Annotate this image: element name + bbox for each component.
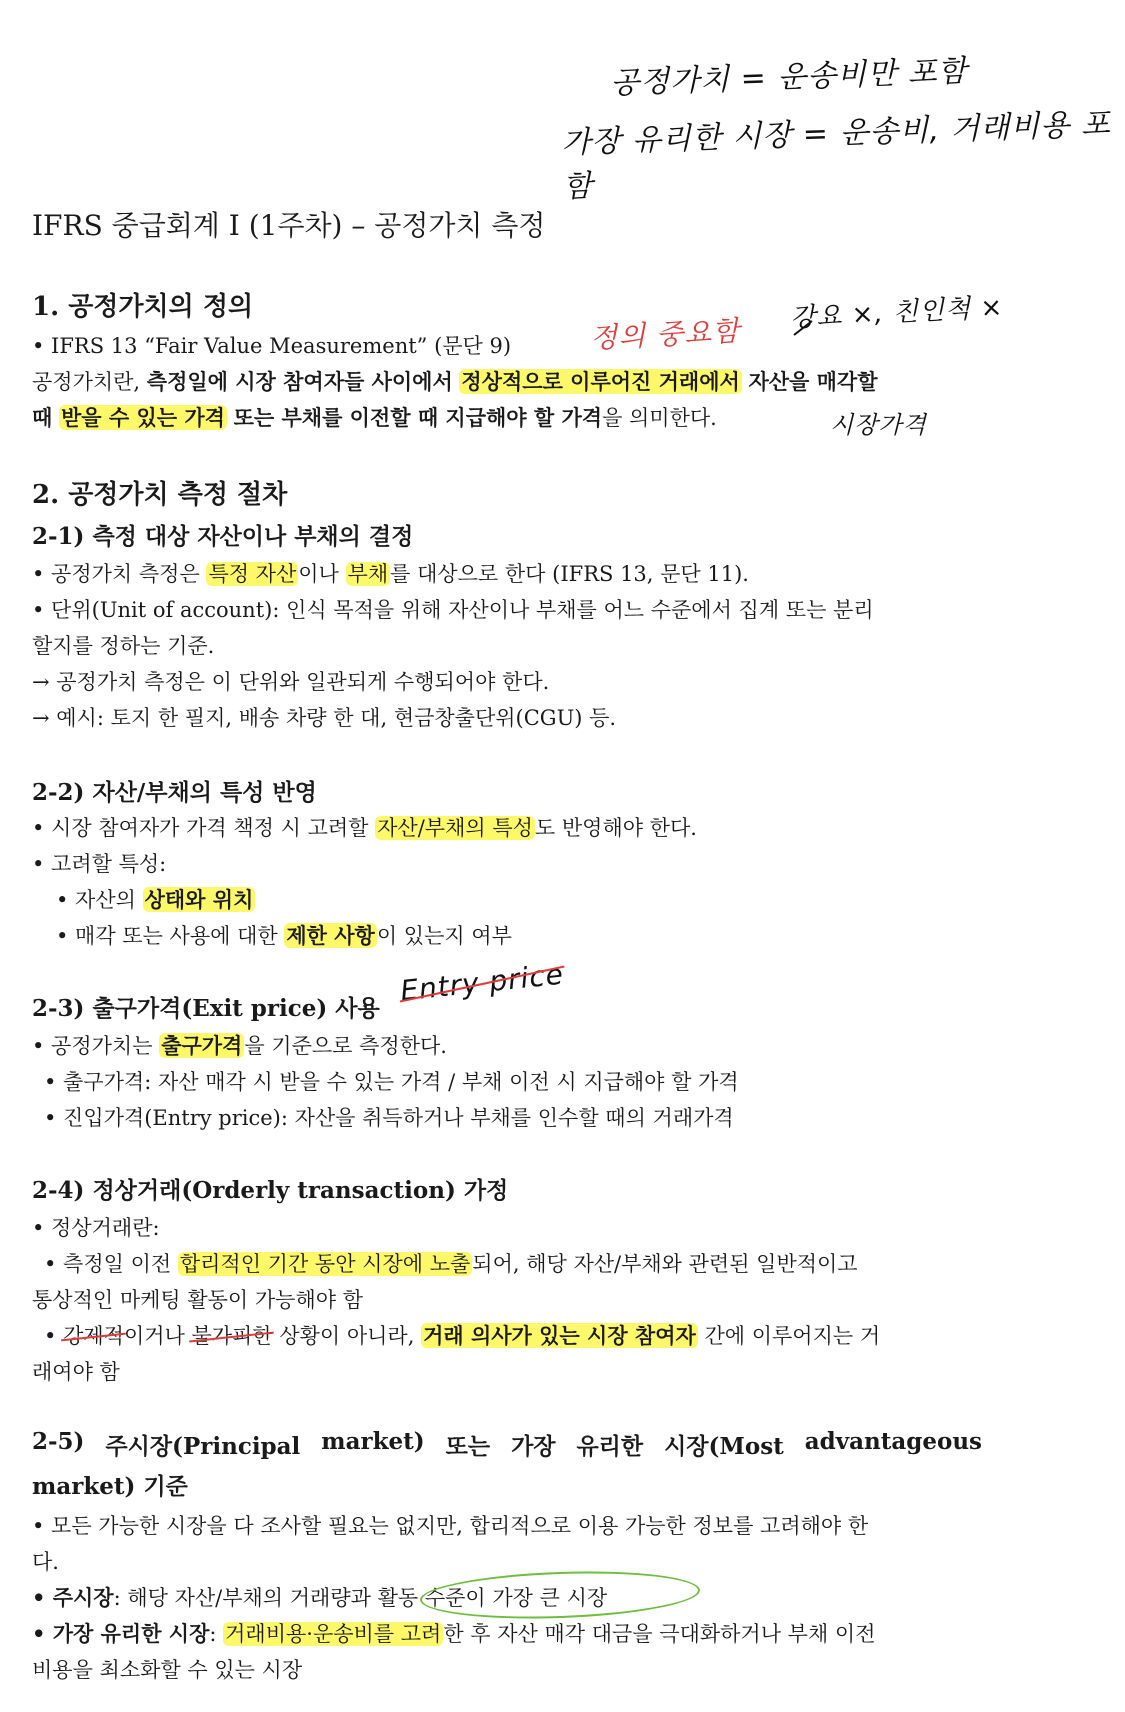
- highlight: 받을 수 있는 가격: [60, 405, 225, 430]
- subsection-2-1-line-1: [32, 558, 749, 588]
- subsection-2-4-line-4: [44, 1320, 880, 1350]
- highlight: 거래비용·운송비를 고려: [225, 1622, 442, 1646]
- text: • 자산의: [56, 888, 136, 912]
- subsection-2-5-line-5: 비용을 최소화할 수 있는 시장: [32, 1658, 303, 1682]
- text-bold: • 주시장: [32, 1585, 114, 1610]
- text: 공정가치란,: [32, 370, 141, 394]
- subsection-2-4-heading: 2-4) 정상거래(Orderly transaction) 가정: [32, 1177, 509, 1204]
- handwritten-note-advantageous-market: 가장 유리한 시장 = 운송비, 거래비용 포함: [560, 106, 1112, 205]
- subsection-2-5-line-2: 다.: [32, 1550, 59, 1574]
- page-title: IFRS 중급회계 I (1주차) – 공정가치 측정: [32, 209, 546, 242]
- subsection-2-3-heading: 2-3) 출구가격(Exit price) 사용: [32, 995, 380, 1022]
- subsection-2-5-line-4: [32, 1618, 876, 1648]
- text: 간에 이루어지는 거: [704, 1324, 881, 1348]
- text: 이 있는지 여부: [376, 924, 512, 948]
- highlight: 상태와 위치: [144, 887, 254, 912]
- heading-word: 유리한: [576, 1433, 644, 1460]
- text: 을 기준으로 측정한다.: [244, 1034, 447, 1058]
- subsection-2-4-line-1: • 정상거래란:: [32, 1216, 160, 1240]
- subsection-2-4-line-5: 래여야 함: [32, 1360, 120, 1384]
- subsection-2-2-line-2: • 고려할 특성:: [32, 852, 167, 876]
- heading-word: 가장: [511, 1433, 556, 1460]
- text: 을 의미한다.: [602, 406, 717, 430]
- subsection-2-5-heading-cont: market) 기준: [32, 1473, 188, 1500]
- highlight: 자산/부채의 특성: [377, 816, 533, 840]
- heading-word: 또는: [445, 1433, 491, 1460]
- heading-word: 시장(Most: [664, 1433, 784, 1460]
- section-1-heading: 1. 공정가치의 정의: [32, 292, 254, 322]
- handwritten-note-no-coercion: 강요 ×, 친인척 ×: [789, 292, 1004, 334]
- text: •: [44, 1324, 57, 1348]
- text: 도 반영해야 한다.: [534, 816, 697, 840]
- subsection-2-2-line-4: [56, 920, 512, 950]
- handwritten-entry-price: [399, 958, 566, 1008]
- text: • 공정가치 측정은: [32, 562, 200, 586]
- subsection-2-1-heading: 2-1) 측정 대상 자산이나 부채의 결정: [32, 523, 414, 550]
- section-2-heading: 2. 공정가치 측정 절차: [32, 480, 288, 510]
- handwritten-note-definition-important: 정의 중요함: [589, 314, 741, 355]
- subsection-2-4-line-3: 통상적인 마케팅 활동이 가능해야 함: [32, 1288, 363, 1312]
- text: • 매각 또는 사용에 대한: [56, 924, 278, 948]
- text-bold: • 가장 유리한 시장: [32, 1621, 210, 1646]
- text: • 공정가치는: [32, 1034, 153, 1058]
- highlight: 합리적인 기간 동안 시장에 노출: [179, 1252, 471, 1276]
- handwritten-circle: [419, 1567, 700, 1623]
- handwritten-note-fair-value: 공정가치 = 운송비만 포함: [609, 53, 969, 102]
- subsection-2-1-line-3: 할지를 정하는 기준.: [32, 634, 215, 658]
- text-bold: 측정일에 시장 참여자들 사이에서: [146, 369, 453, 394]
- strikethrough: 강제적: [63, 1324, 124, 1348]
- text: 되어, 해당 자산/부채와 관련된 일반적이고: [472, 1252, 858, 1276]
- subsection-2-3-line-1: [32, 1030, 447, 1060]
- text: • 측정일 이전: [44, 1252, 172, 1276]
- subsection-2-4-line-2: [44, 1248, 858, 1278]
- subsection-2-5-line-1: • 모든 가능한 시장을 다 조사할 필요는 없지만, 합리적으로 이용 가능한 정보를 고려해야 한: [32, 1514, 869, 1538]
- highlight: 특정 자산: [208, 562, 297, 586]
- highlight: 출구가격: [161, 1033, 243, 1058]
- text: • 시장 참여자가 가격 책정 시 고려할: [32, 816, 369, 840]
- text-bold: 또는 부채를 이전할 때 지급해야 할 가격: [233, 405, 603, 430]
- section-1-paragraph-line-2: [32, 402, 717, 432]
- highlight: 부채: [347, 562, 389, 586]
- subsection-2-5-heading: [32, 1428, 982, 1461]
- subsection-2-2-heading: 2-2) 자산/부채의 특성 반영: [32, 779, 317, 806]
- highlight: 거래 의사가 있는 시장 참여자: [423, 1323, 696, 1348]
- strikethrough: Entry price: [398, 957, 566, 1008]
- highlight: 정상적으로 이루어진 거래에서: [461, 369, 740, 394]
- text: 이나: [298, 562, 339, 586]
- text-bold: 때: [32, 405, 53, 430]
- heading-word: 주시장(Principal: [105, 1433, 301, 1460]
- text: 한 후 자산 매각 대금을 극대화하거나 부채 이전: [443, 1622, 876, 1646]
- section-1-bullet: • IFRS 13 “Fair Value Measurement” (문단 9): [32, 334, 512, 358]
- text: : 해당 자산/부채의 거래량과: [113, 1586, 371, 1610]
- text: :: [209, 1622, 217, 1646]
- text: 를 대상으로 한다 (IFRS 13, 문단 11).: [390, 562, 749, 586]
- subsection-2-3-line-3: • 진입가격(Entry price): 자산을 취득하거나 부채를 인수할 때의 거래가격: [44, 1106, 734, 1130]
- heading-word: advantageous: [804, 1428, 982, 1455]
- text: 이거나: [123, 1324, 185, 1348]
- subsection-2-1-line-2: • 단위(Unit of account): 인식 목적을 위해 자산이나 부채를 어느 수준에서 집계 또는 분리: [32, 598, 874, 622]
- text-bold: 자산을 매각할: [748, 369, 878, 394]
- subsection-2-2-line-3: [56, 884, 255, 914]
- highlight: 제한 사항: [286, 923, 375, 948]
- handwritten-note-market-price: 시장가격: [830, 411, 927, 439]
- heading-word: market): [321, 1428, 425, 1455]
- subsection-2-2-line-1: [32, 812, 697, 842]
- circled-text: 활동 수준이 가장 큰 시장: [377, 1586, 608, 1610]
- subsection-2-3-line-2: • 출구가격: 자산 매각 시 받을 수 있는 가격 / 부채 이전 시 지급해야 할 가격: [44, 1070, 739, 1094]
- strikethrough: 불가피한: [191, 1324, 273, 1348]
- subsection-2-1-line-5: → 예시: 토지 한 필지, 배송 차량 한 대, 현금창출단위(CGU) 등.: [32, 706, 617, 730]
- heading-word: 2-5): [32, 1428, 85, 1455]
- text: 상황이 아니라,: [279, 1324, 415, 1348]
- section-1-paragraph-line-1: [32, 366, 877, 396]
- subsection-2-1-line-4: → 공정가치 측정은 이 단위와 일관되게 수행되어야 한다.: [32, 670, 550, 694]
